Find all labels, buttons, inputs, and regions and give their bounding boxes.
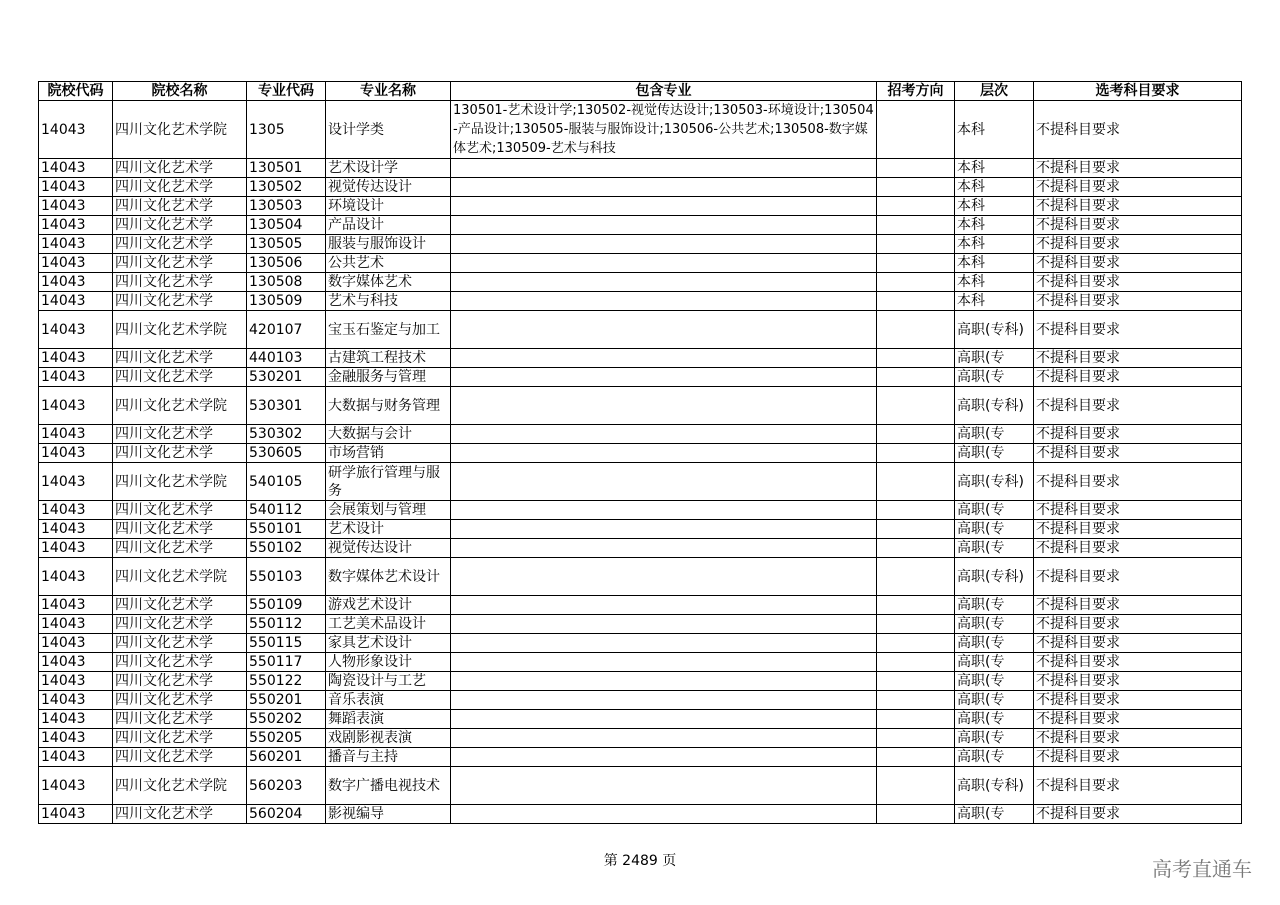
- table-row: [39, 101, 1242, 159]
- included-majors-cell: [451, 197, 877, 216]
- subject-requirement-cell: 不提科目要求: [1034, 273, 1242, 292]
- direction-cell: [877, 520, 955, 539]
- direction-cell: [877, 767, 955, 805]
- major-name-cell: 艺术设计学: [326, 159, 451, 178]
- school-name-cell: 四川文化艺术学: [113, 501, 247, 520]
- major-name-cell: 音乐表演: [326, 691, 451, 710]
- page-number: 第 2489 页: [603, 853, 677, 869]
- school-name-cell: 四川文化艺术学: [113, 273, 247, 292]
- table-row: [39, 235, 1242, 254]
- school-name-cell: 四川文化艺术学院: [113, 463, 247, 501]
- school-name-cell: 四川文化艺术学: [113, 216, 247, 235]
- major-code-cell: 550112: [247, 615, 326, 634]
- school-name-cell: 四川文化艺术学: [113, 178, 247, 197]
- major-code-cell: 530605: [247, 444, 326, 463]
- table-row: [39, 178, 1242, 197]
- level-cell: 高职(专: [955, 805, 1034, 824]
- included-majors-cell: [451, 292, 877, 311]
- included-majors-cell: [451, 691, 877, 710]
- level-cell: 本科: [955, 101, 1034, 159]
- header-school-code: 院校代码: [39, 82, 113, 101]
- direction-cell: [877, 101, 955, 159]
- school-name-cell: 四川文化艺术学院: [113, 311, 247, 349]
- table-row: [39, 672, 1242, 691]
- school-code-cell: 14043: [39, 653, 113, 672]
- direction-cell: [877, 311, 955, 349]
- school-code-cell: 14043: [39, 444, 113, 463]
- included-majors-cell: [451, 805, 877, 824]
- watermark: 高考直通车: [1152, 857, 1252, 881]
- subject-requirement-cell: 不提科目要求: [1034, 311, 1242, 349]
- major-name-cell: 戏剧影视表演: [326, 729, 451, 748]
- major-code-cell: 130509: [247, 292, 326, 311]
- table-row: [39, 292, 1242, 311]
- major-name-cell: 大数据与会计: [326, 425, 451, 444]
- level-cell: 本科: [955, 292, 1034, 311]
- school-code-cell: 14043: [39, 254, 113, 273]
- school-code-cell: 14043: [39, 596, 113, 615]
- school-name-cell: 四川文化艺术学院: [113, 387, 247, 425]
- school-code-cell: 14043: [39, 463, 113, 501]
- subject-requirement-cell: 不提科目要求: [1034, 748, 1242, 767]
- major-name-cell: 设计学类: [326, 101, 451, 159]
- major-name-cell: 影视编导: [326, 805, 451, 824]
- school-name-cell: 四川文化艺术学: [113, 425, 247, 444]
- subject-requirement-cell: 不提科目要求: [1034, 710, 1242, 729]
- school-name-cell: 四川文化艺术学: [113, 729, 247, 748]
- included-majors-cell: 130501-艺术设计学;130502-视觉传达设计;130503-环境设计;130504-产品设计;130505-服装与服饰设计;130506-公共艺术;130508-数字媒体艺术;130509-艺术与科技: [451, 101, 877, 159]
- school-code-cell: 14043: [39, 805, 113, 824]
- included-majors-cell: [451, 748, 877, 767]
- major-name-cell: 产品设计: [326, 216, 451, 235]
- subject-requirement-cell: 不提科目要求: [1034, 349, 1242, 368]
- header-row: [39, 82, 1242, 101]
- direction-cell: [877, 254, 955, 273]
- major-name-cell: 游戏艺术设计: [326, 596, 451, 615]
- major-name-cell: 陶瓷设计与工艺: [326, 672, 451, 691]
- table-row: [39, 729, 1242, 748]
- level-cell: 本科: [955, 273, 1034, 292]
- table-row: [39, 520, 1242, 539]
- included-majors-cell: [451, 254, 877, 273]
- direction-cell: [877, 691, 955, 710]
- included-majors-cell: [451, 273, 877, 292]
- school-code-cell: 14043: [39, 691, 113, 710]
- table-row: [39, 368, 1242, 387]
- major-code-cell: 550201: [247, 691, 326, 710]
- school-name-cell: 四川文化艺术学: [113, 520, 247, 539]
- direction-cell: [877, 425, 955, 444]
- table-row: [39, 710, 1242, 729]
- school-name-cell: 四川文化艺术学: [113, 539, 247, 558]
- major-code-cell: 130508: [247, 273, 326, 292]
- table-row: [39, 444, 1242, 463]
- level-cell: 高职(专科): [955, 767, 1034, 805]
- major-name-cell: 工艺美术品设计: [326, 615, 451, 634]
- major-name-cell: 数字广播电视技术: [326, 767, 451, 805]
- level-cell: 高职(专: [955, 444, 1034, 463]
- major-name-cell: 数字媒体艺术设计: [326, 558, 451, 596]
- table-row: [39, 311, 1242, 349]
- major-code-cell: 130506: [247, 254, 326, 273]
- subject-requirement-cell: 不提科目要求: [1034, 197, 1242, 216]
- direction-cell: [877, 349, 955, 368]
- level-cell: 高职(专: [955, 634, 1034, 653]
- level-cell: 本科: [955, 197, 1034, 216]
- school-code-cell: 14043: [39, 748, 113, 767]
- header-school-name: 院校名称: [113, 82, 247, 101]
- major-name-cell: 播音与主持: [326, 748, 451, 767]
- header-major-code: 专业代码: [247, 82, 326, 101]
- level-cell: 高职(专: [955, 501, 1034, 520]
- included-majors-cell: [451, 520, 877, 539]
- header-included-majors: 包含专业: [451, 82, 877, 101]
- major-code-cell: 130502: [247, 178, 326, 197]
- header-level: 层次: [955, 82, 1034, 101]
- level-cell: 本科: [955, 254, 1034, 273]
- subject-requirement-cell: 不提科目要求: [1034, 254, 1242, 273]
- school-code-cell: 14043: [39, 729, 113, 748]
- school-name-cell: 四川文化艺术学院: [113, 558, 247, 596]
- school-code-cell: 14043: [39, 311, 113, 349]
- major-name-cell: 公共艺术: [326, 254, 451, 273]
- level-cell: 高职(专: [955, 539, 1034, 558]
- major-code-cell: 560201: [247, 748, 326, 767]
- direction-cell: [877, 710, 955, 729]
- school-code-cell: 14043: [39, 235, 113, 254]
- included-majors-cell: [451, 311, 877, 349]
- subject-requirement-cell: 不提科目要求: [1034, 387, 1242, 425]
- school-name-cell: 四川文化艺术学: [113, 368, 247, 387]
- table-row: [39, 273, 1242, 292]
- school-name-cell: 四川文化艺术学: [113, 691, 247, 710]
- school-name-cell: 四川文化艺术学院: [113, 767, 247, 805]
- included-majors-cell: [451, 463, 877, 501]
- subject-requirement-cell: 不提科目要求: [1034, 444, 1242, 463]
- major-code-cell: 550205: [247, 729, 326, 748]
- school-name-cell: 四川文化艺术学院: [113, 101, 247, 159]
- major-code-cell: 550122: [247, 672, 326, 691]
- level-cell: 本科: [955, 159, 1034, 178]
- school-name-cell: 四川文化艺术学: [113, 197, 247, 216]
- included-majors-cell: [451, 558, 877, 596]
- school-code-cell: 14043: [39, 159, 113, 178]
- table-row: [39, 615, 1242, 634]
- table-row: [39, 387, 1242, 425]
- included-majors-cell: [451, 444, 877, 463]
- school-code-cell: 14043: [39, 197, 113, 216]
- level-cell: 高职(专: [955, 368, 1034, 387]
- level-cell: 高职(专: [955, 520, 1034, 539]
- table-row: [39, 501, 1242, 520]
- major-code-cell: 560204: [247, 805, 326, 824]
- major-name-cell: 金融服务与管理: [326, 368, 451, 387]
- subject-requirement-cell: 不提科目要求: [1034, 520, 1242, 539]
- table-row: [39, 596, 1242, 615]
- school-code-cell: 14043: [39, 520, 113, 539]
- major-name-cell: 舞蹈表演: [326, 710, 451, 729]
- table-row: [39, 767, 1242, 805]
- included-majors-cell: [451, 216, 877, 235]
- table-row: [39, 425, 1242, 444]
- major-code-cell: 550101: [247, 520, 326, 539]
- major-code-cell: 550102: [247, 539, 326, 558]
- direction-cell: [877, 615, 955, 634]
- major-name-cell: 市场营销: [326, 444, 451, 463]
- subject-requirement-cell: 不提科目要求: [1034, 596, 1242, 615]
- school-name-cell: 四川文化艺术学: [113, 444, 247, 463]
- direction-cell: [877, 387, 955, 425]
- major-name-cell: 视觉传达设计: [326, 178, 451, 197]
- subject-requirement-cell: 不提科目要求: [1034, 178, 1242, 197]
- school-name-cell: 四川文化艺术学: [113, 292, 247, 311]
- major-code-cell: 130505: [247, 235, 326, 254]
- subject-requirement-cell: 不提科目要求: [1034, 539, 1242, 558]
- school-name-cell: 四川文化艺术学: [113, 159, 247, 178]
- major-name-cell: 环境设计: [326, 197, 451, 216]
- table-row: [39, 463, 1242, 501]
- subject-requirement-cell: 不提科目要求: [1034, 292, 1242, 311]
- direction-cell: [877, 273, 955, 292]
- table-row: [39, 349, 1242, 368]
- direction-cell: [877, 558, 955, 596]
- major-name-cell: 宝玉石鉴定与加工: [326, 311, 451, 349]
- major-code-cell: 1305: [247, 101, 326, 159]
- major-code-cell: 550117: [247, 653, 326, 672]
- header-subject-requirement: 选考科目要求: [1034, 82, 1242, 101]
- major-code-cell: 560203: [247, 767, 326, 805]
- school-code-cell: 14043: [39, 178, 113, 197]
- table-row: [39, 197, 1242, 216]
- school-name-cell: 四川文化艺术学: [113, 615, 247, 634]
- school-code-cell: 14043: [39, 672, 113, 691]
- included-majors-cell: [451, 159, 877, 178]
- level-cell: 本科: [955, 216, 1034, 235]
- level-cell: 本科: [955, 178, 1034, 197]
- included-majors-cell: [451, 349, 877, 368]
- header-major-name: 专业名称: [326, 82, 451, 101]
- school-code-cell: 14043: [39, 767, 113, 805]
- level-cell: 高职(专科): [955, 311, 1034, 349]
- direction-cell: [877, 292, 955, 311]
- school-name-cell: 四川文化艺术学: [113, 349, 247, 368]
- major-code-cell: 130503: [247, 197, 326, 216]
- direction-cell: [877, 539, 955, 558]
- direction-cell: [877, 444, 955, 463]
- included-majors-cell: [451, 615, 877, 634]
- level-cell: 高职(专: [955, 672, 1034, 691]
- subject-requirement-cell: 不提科目要求: [1034, 672, 1242, 691]
- school-name-cell: 四川文化艺术学: [113, 254, 247, 273]
- school-code-cell: 14043: [39, 558, 113, 596]
- major-code-cell: 530201: [247, 368, 326, 387]
- school-code-cell: 14043: [39, 349, 113, 368]
- major-code-cell: 130501: [247, 159, 326, 178]
- subject-requirement-cell: 不提科目要求: [1034, 634, 1242, 653]
- major-name-cell: 古建筑工程技术: [326, 349, 451, 368]
- major-code-cell: 540105: [247, 463, 326, 501]
- table-row: [39, 805, 1242, 824]
- subject-requirement-cell: 不提科目要求: [1034, 159, 1242, 178]
- header-direction: 招考方向: [877, 82, 955, 101]
- major-code-cell: 530301: [247, 387, 326, 425]
- level-cell: 高职(专: [955, 615, 1034, 634]
- included-majors-cell: [451, 387, 877, 425]
- level-cell: 本科: [955, 235, 1034, 254]
- subject-requirement-cell: 不提科目要求: [1034, 691, 1242, 710]
- school-code-cell: 14043: [39, 501, 113, 520]
- subject-requirement-cell: 不提科目要求: [1034, 653, 1242, 672]
- school-code-cell: 14043: [39, 101, 113, 159]
- direction-cell: [877, 159, 955, 178]
- table-row: [39, 691, 1242, 710]
- level-cell: 高职(专: [955, 425, 1034, 444]
- major-name-cell: 服装与服饰设计: [326, 235, 451, 254]
- level-cell: 高职(专: [955, 729, 1034, 748]
- level-cell: 高职(专: [955, 691, 1034, 710]
- major-name-cell: 视觉传达设计: [326, 539, 451, 558]
- major-code-cell: 550115: [247, 634, 326, 653]
- direction-cell: [877, 216, 955, 235]
- included-majors-cell: [451, 178, 877, 197]
- school-name-cell: 四川文化艺术学: [113, 235, 247, 254]
- included-majors-cell: [451, 596, 877, 615]
- included-majors-cell: [451, 539, 877, 558]
- subject-requirement-cell: 不提科目要求: [1034, 235, 1242, 254]
- level-cell: 高职(专: [955, 748, 1034, 767]
- direction-cell: [877, 178, 955, 197]
- included-majors-cell: [451, 710, 877, 729]
- included-majors-cell: [451, 235, 877, 254]
- direction-cell: [877, 463, 955, 501]
- included-majors-cell: [451, 653, 877, 672]
- subject-requirement-cell: 不提科目要求: [1034, 615, 1242, 634]
- table-row: [39, 216, 1242, 235]
- included-majors-cell: [451, 672, 877, 691]
- admission-table: [38, 81, 1242, 824]
- major-name-cell: 会展策划与管理: [326, 501, 451, 520]
- major-code-cell: 530302: [247, 425, 326, 444]
- direction-cell: [877, 729, 955, 748]
- school-code-cell: 14043: [39, 425, 113, 444]
- school-name-cell: 四川文化艺术学: [113, 710, 247, 729]
- school-code-cell: 14043: [39, 368, 113, 387]
- major-code-cell: 540112: [247, 501, 326, 520]
- direction-cell: [877, 501, 955, 520]
- major-code-cell: 550109: [247, 596, 326, 615]
- table-row: [39, 539, 1242, 558]
- subject-requirement-cell: 不提科目要求: [1034, 767, 1242, 805]
- school-code-cell: 14043: [39, 710, 113, 729]
- school-name-cell: 四川文化艺术学: [113, 748, 247, 767]
- direction-cell: [877, 672, 955, 691]
- subject-requirement-cell: 不提科目要求: [1034, 729, 1242, 748]
- included-majors-cell: [451, 729, 877, 748]
- direction-cell: [877, 368, 955, 387]
- included-majors-cell: [451, 767, 877, 805]
- level-cell: 高职(专: [955, 349, 1034, 368]
- subject-requirement-cell: 不提科目要求: [1034, 425, 1242, 444]
- major-name-cell: 艺术设计: [326, 520, 451, 539]
- level-cell: 高职(专科): [955, 558, 1034, 596]
- major-code-cell: 130504: [247, 216, 326, 235]
- major-name-cell: 研学旅行管理与服务: [326, 463, 451, 501]
- table-row: [39, 558, 1242, 596]
- table-body: [39, 101, 1242, 824]
- school-name-cell: 四川文化艺术学: [113, 634, 247, 653]
- school-name-cell: 四川文化艺术学: [113, 805, 247, 824]
- level-cell: 高职(专: [955, 653, 1034, 672]
- direction-cell: [877, 197, 955, 216]
- level-cell: 高职(专科): [955, 463, 1034, 501]
- included-majors-cell: [451, 501, 877, 520]
- school-code-cell: 14043: [39, 615, 113, 634]
- major-name-cell: 数字媒体艺术: [326, 273, 451, 292]
- school-code-cell: 14043: [39, 273, 113, 292]
- school-code-cell: 14043: [39, 216, 113, 235]
- level-cell: 高职(专: [955, 710, 1034, 729]
- subject-requirement-cell: 不提科目要求: [1034, 368, 1242, 387]
- level-cell: 高职(专: [955, 596, 1034, 615]
- major-code-cell: 550202: [247, 710, 326, 729]
- table-row: [39, 159, 1242, 178]
- major-code-cell: 440103: [247, 349, 326, 368]
- major-name-cell: 大数据与财务管理: [326, 387, 451, 425]
- subject-requirement-cell: 不提科目要求: [1034, 463, 1242, 501]
- school-name-cell: 四川文化艺术学: [113, 596, 247, 615]
- table-row: [39, 653, 1242, 672]
- table-row: [39, 748, 1242, 767]
- included-majors-cell: [451, 425, 877, 444]
- subject-requirement-cell: 不提科目要求: [1034, 501, 1242, 520]
- school-code-cell: 14043: [39, 292, 113, 311]
- included-majors-cell: [451, 634, 877, 653]
- major-code-cell: 420107: [247, 311, 326, 349]
- direction-cell: [877, 805, 955, 824]
- level-cell: 高职(专科): [955, 387, 1034, 425]
- school-name-cell: 四川文化艺术学: [113, 672, 247, 691]
- direction-cell: [877, 634, 955, 653]
- school-name-cell: 四川文化艺术学: [113, 653, 247, 672]
- subject-requirement-cell: 不提科目要求: [1034, 216, 1242, 235]
- major-name-cell: 艺术与科技: [326, 292, 451, 311]
- subject-requirement-cell: 不提科目要求: [1034, 805, 1242, 824]
- direction-cell: [877, 235, 955, 254]
- school-code-cell: 14043: [39, 539, 113, 558]
- subject-requirement-cell: 不提科目要求: [1034, 558, 1242, 596]
- direction-cell: [877, 596, 955, 615]
- school-code-cell: 14043: [39, 387, 113, 425]
- included-majors-cell: [451, 368, 877, 387]
- major-code-cell: 550103: [247, 558, 326, 596]
- table-row: [39, 634, 1242, 653]
- direction-cell: [877, 653, 955, 672]
- major-name-cell: 家具艺术设计: [326, 634, 451, 653]
- table-row: [39, 254, 1242, 273]
- school-code-cell: 14043: [39, 634, 113, 653]
- major-name-cell: 人物形象设计: [326, 653, 451, 672]
- direction-cell: [877, 748, 955, 767]
- subject-requirement-cell: 不提科目要求: [1034, 101, 1242, 159]
